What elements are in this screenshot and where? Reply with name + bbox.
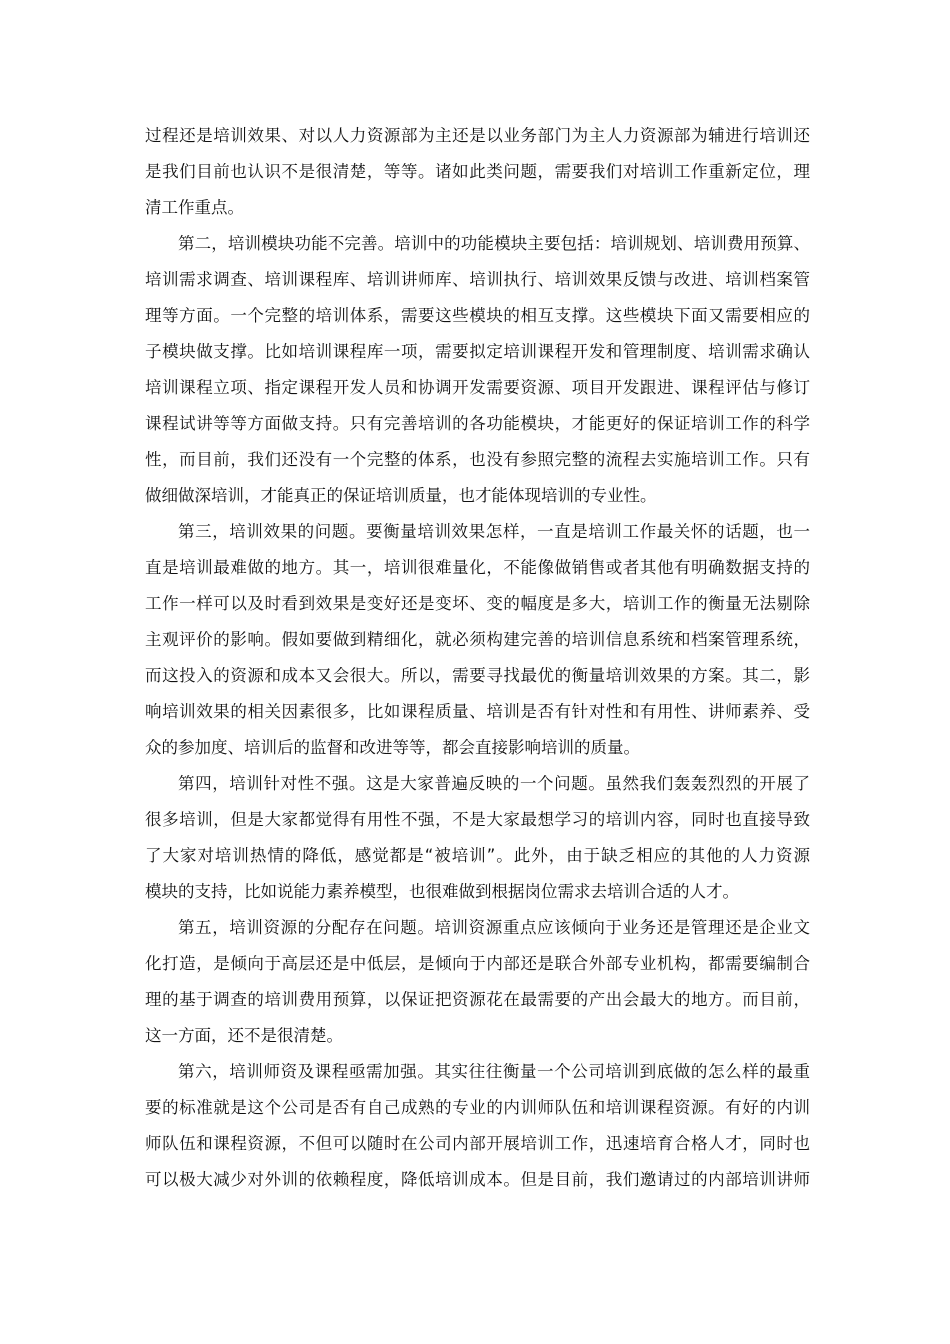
- text-line: 子模块做支撑。比如培训课程库一项，需要拟定培训课程开发和管理制度、培训需求确认: [145, 342, 810, 361]
- text-line: 清工作重点。: [145, 198, 244, 217]
- text-line: 要的标准就是这个公司是否有自己成熟的专业的内训师队伍和培训课程资源。有好的内训: [145, 1098, 810, 1117]
- text-line: 课程试讲等等方面做支持。只有完善培训的各功能模块，才能更好的保证培训工作的科学: [145, 414, 810, 433]
- paragraph-first-line: 第四，培训针对性不强。这是大家普遍反映的一个问题。虽然我们轰轰烈烈的开展了: [178, 774, 810, 793]
- text-line: 化打造，是倾向于高层还是中低层，是倾向于内部还是联合外部专业机构，都需要编制合: [145, 954, 810, 973]
- text-line: 是我们目前也认识不是很清楚，等等。诸如此类问题，需要我们对培训工作重新定位，理: [145, 162, 810, 181]
- paragraph-first-line: 第三，培训效果的问题。要衡量培训效果怎样，一直是培训工作最关怀的话题，也一: [178, 522, 810, 541]
- paragraph-first-line: 第二，培训模块功能不完善。培训中的功能模块主要包括：培训规划、培训费用预算、: [178, 234, 810, 253]
- text-line: 过程还是培训效果、对以人力资源部为主还是以业务部门为主人力资源部为辅进行培训还: [145, 126, 810, 145]
- text-line: 而这投入的资源和成本又会很大。所以，需要寻找最优的衡量培训效果的方案。其二，影: [145, 666, 810, 685]
- text-line: 响培训效果的相关因素很多，比如课程质量、培训是否有针对性和有用性、讲师素养、受: [145, 702, 810, 721]
- paragraph-first-line: 第六，培训师资及课程亟需加强。其实往往衡量一个公司培训到底做的怎么样的最重: [178, 1062, 810, 1081]
- text-line: 直是培训最难做的地方。其一，培训很难量化，不能像做销售或者其他有明确数据支持的: [145, 558, 810, 577]
- text-line: 主观评价的影响。假如要做到精细化，就必须构建完善的培训信息系统和档案管理系统，: [145, 630, 810, 649]
- text-line: 培训课程立项、指定课程开发人员和协调开发需要资源、项目开发跟进、课程评估与修订: [145, 378, 810, 397]
- text-line: 理等方面。一个完整的培训体系，需要这些模块的相互支撑。这些模块下面又需要相应的: [145, 306, 810, 325]
- text-line: 理的基于调查的培训费用预算，以保证把资源花在最需要的产出会最大的地方。而目前，: [145, 990, 810, 1009]
- text-line: 培训需求调查、培训课程库、培训讲师库、培训执行、培训效果反馈与改进、培训档案管: [145, 270, 810, 289]
- text-line: 模块的支持，比如说能力素养模型，也很难做到根据岗位需求去培训合适的人才。: [145, 882, 739, 901]
- paragraph-first-line: 第五，培训资源的分配存在问题。培训资源重点应该倾向于业务还是管理还是企业文: [178, 918, 810, 937]
- text-line: 师队伍和课程资源，不但可以随时在公司内部开展培训工作，迅速培育合格人才，同时也: [145, 1134, 810, 1153]
- text-line: 性，而目前，我们还没有一个完整的体系，也没有参照完整的流程去实施培训工作。只有: [145, 450, 810, 469]
- text-line: 做细做深培训，才能真正的保证培训质量，也才能体现培训的专业性。: [145, 486, 657, 505]
- text-line: 可以极大减少对外训的依赖程度，降低培训成本。但是目前，我们邀请过的内部培训讲师: [145, 1170, 810, 1189]
- text-line: 很多培训，但是大家都觉得有用性不强，不是大家最想学习的培训内容，同时也直接导致: [145, 810, 810, 829]
- text-line: 这一方面，还不是很清楚。: [145, 1026, 343, 1045]
- text-line: 了大家对培训热情的降低，感觉都是“被培训”。此外，由于缺乏相应的其他的人力资源: [145, 846, 810, 865]
- text-line: 工作一样可以及时看到效果是变好还是变坏、变的幅度是多大，培训工作的衡量无法剔除: [145, 594, 810, 613]
- text-line: 众的参加度、培训后的监督和改进等等，都会直接影响培训的质量。: [145, 738, 640, 757]
